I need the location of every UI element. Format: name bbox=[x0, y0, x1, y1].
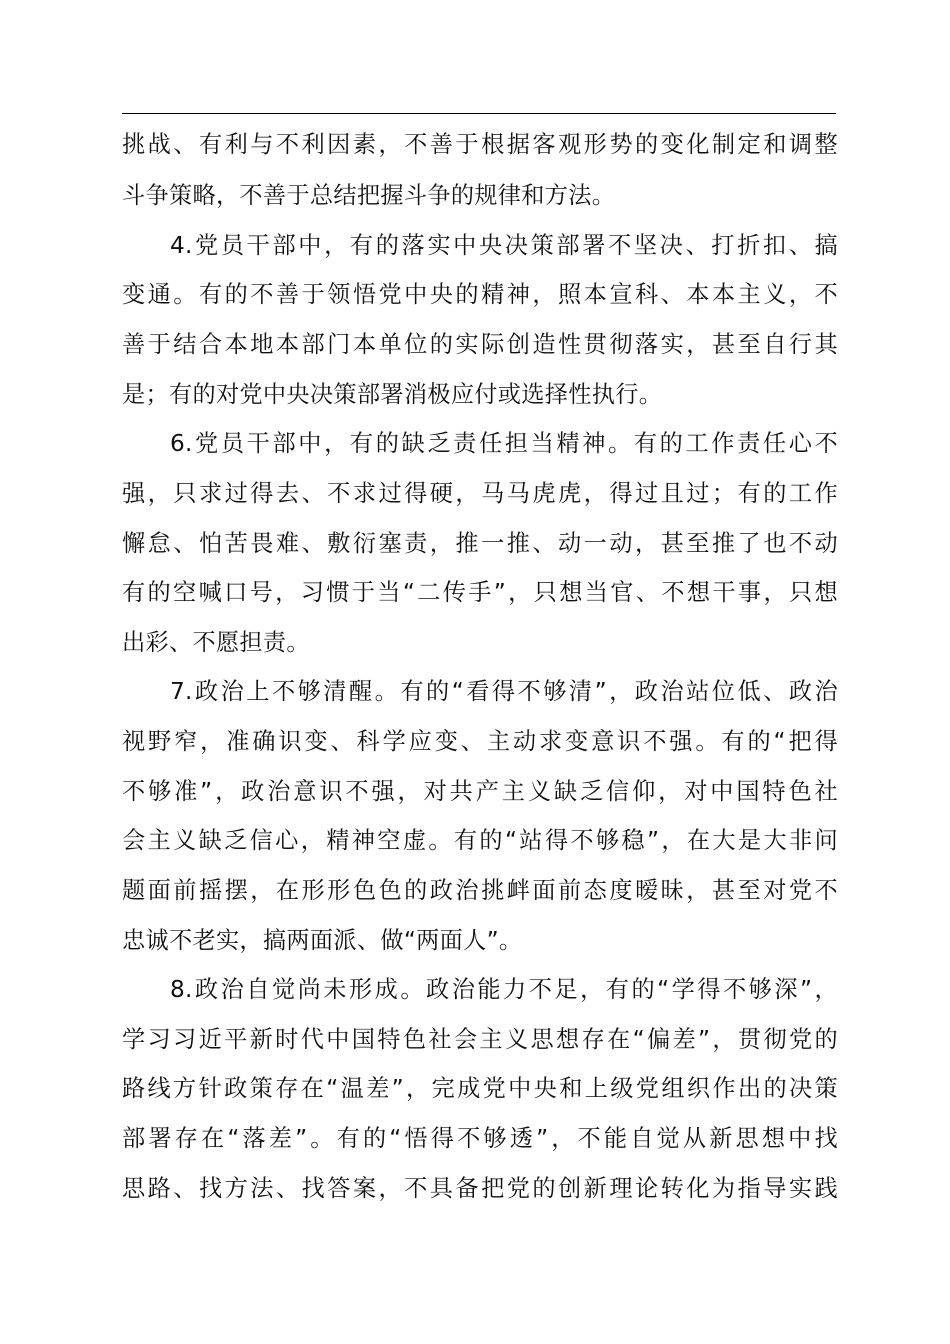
text-line-7: 6.党员干部中，有的缺乏责任担当精神。有的工作责任心不 bbox=[170, 430, 838, 457]
text-line-4: 变通。有的不善于领悟党中央的精神，照本宣科、本本主义，不 bbox=[122, 281, 838, 308]
text-line-12: 7.政治上不够清醒。有的“看得不够清”，政治站位低、政治 bbox=[170, 678, 838, 705]
text-line-20: 路线方针政策存在“温差”，完成党中央和上级党组织作出的决策 bbox=[122, 1075, 838, 1102]
text-line-6: 是；有的对党中央决策部署消极应付或选择性执行。 bbox=[122, 381, 663, 408]
text-line-1: 挑战、有利与不利因素，不善于根据客观形势的变化制定和调整 bbox=[122, 131, 838, 158]
text-line-16: 题面前摇摆，在形形色色的政治挑衅面前态度暧昧，甚至对党不 bbox=[122, 877, 838, 904]
text-line-10: 有的空喊口号，习惯于当“二传手”，只想当官、不想干事，只想 bbox=[122, 579, 838, 606]
text-line-19: 学习习近平新时代中国特色社会主义思想存在“偏差”，贯彻党的 bbox=[122, 1026, 838, 1053]
text-line-5: 善于结合本地本部门本单位的实际创造性贯彻落实，甚至自行其 bbox=[122, 331, 838, 358]
text-line-14: 不够准”，政治意识不强，对共产主义缺乏信仰，对中国特色社 bbox=[122, 778, 838, 805]
text-line-9: 懈怠、怕苦畏难、敷衍塞责，推一推、动一动，甚至推了也不动 bbox=[122, 530, 838, 557]
text-line-17: 忠诚不老实，搞两面派、做“两面人”。 bbox=[122, 927, 523, 954]
text-line-18: 8.政治自觉尚未形成。政治能力不足，有的“学得不够深”， bbox=[170, 976, 838, 1003]
text-line-13: 视野窄，准确识变、科学应变、主动求变意识不强。有的“把得 bbox=[122, 728, 838, 755]
text-line-2: 斗争策略，不善于总结把握斗争的规律和方法。 bbox=[122, 182, 616, 209]
header-rule bbox=[122, 113, 836, 114]
text-line-11: 出彩、不愿担责。 bbox=[122, 629, 310, 656]
text-line-21: 部署存在“落差”。有的“悟得不够透”，不能自觉从新思想中找 bbox=[122, 1125, 838, 1152]
text-line-22: 思路、找方法、找答案，不具备把党的创新理论转化为指导实践 bbox=[122, 1175, 838, 1202]
text-line-3: 4.党员干部中，有的落实中央决策部署不坚决、打折扣、搞 bbox=[170, 232, 838, 259]
text-line-8: 强，只求过得去、不求过得硬，马马虎虎，得过且过；有的工作 bbox=[122, 480, 838, 507]
text-line-15: 会主义缺乏信心，精神空虚。有的“站得不够稳”，在大是大非问 bbox=[122, 827, 838, 854]
